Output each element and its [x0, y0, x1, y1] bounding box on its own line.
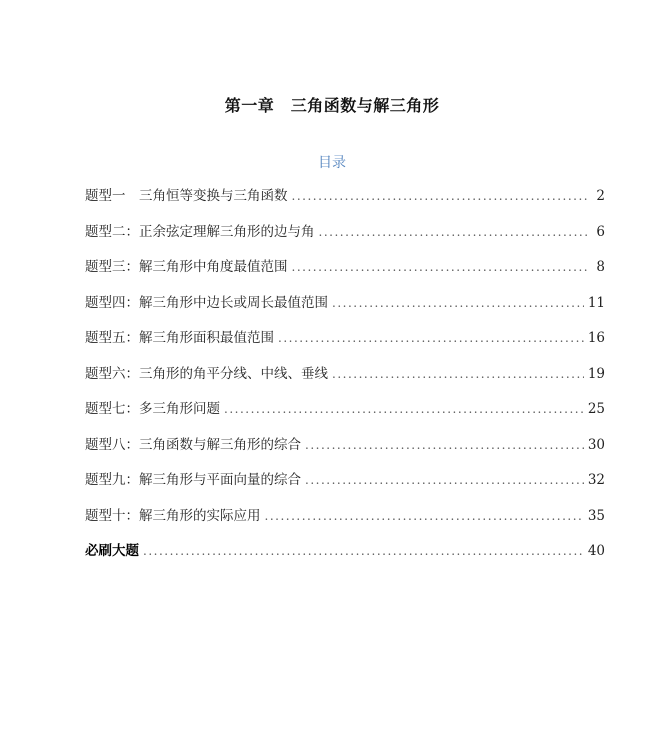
toc-list	[85, 186, 605, 577]
toc-leader-dots	[292, 257, 590, 277]
toc-leader-dots	[224, 399, 584, 419]
toc-heading: 目录	[318, 155, 346, 171]
toc-leader-dots	[332, 293, 584, 313]
toc-page-number: 19	[587, 365, 605, 382]
toc-entry-label: 题型七：多三角形问题	[85, 401, 220, 417]
toc-leader-dots	[292, 186, 590, 206]
toc-entry-label: 题型九：解三角形与平面向量的综合	[85, 472, 301, 488]
toc-entry-label: 题型二：正余弦定理解三角形的边与角	[85, 223, 315, 240]
toc-page-number: 35	[587, 507, 605, 524]
toc-entry-3[interactable]	[85, 257, 605, 293]
chapter-title: 第一章 三角函数与解三角形	[224, 96, 440, 115]
toc-leader-dots	[278, 328, 584, 348]
toc-entry-8[interactable]	[85, 435, 605, 471]
toc-page-number: 16	[587, 330, 605, 346]
toc-entry-10[interactable]	[85, 506, 605, 542]
toc-leader-dots	[265, 506, 584, 526]
toc-leader-dots	[319, 222, 590, 242]
toc-page-number: 40	[587, 543, 605, 559]
toc-page-number: 32	[587, 472, 605, 488]
toc-entry-11[interactable]	[85, 541, 605, 577]
toc-page-number: 11	[587, 294, 605, 311]
toc-leader-dots	[332, 364, 584, 384]
toc-page-number: 30	[587, 436, 605, 453]
toc-entry-label: 题型三：解三角形中角度最值范围	[85, 259, 288, 275]
toc-entry-9[interactable]	[85, 470, 605, 506]
toc-leader-dots	[305, 435, 584, 455]
toc-leader-dots	[143, 541, 584, 561]
toc-entry-7[interactable]	[85, 399, 605, 435]
toc-entry-label: 必刷大题	[85, 543, 139, 559]
toc-entry-4[interactable]	[85, 293, 605, 329]
toc-page-number: 25	[587, 401, 605, 417]
toc-entry-label: 题型一 三角恒等变换与三角函数	[85, 188, 288, 204]
toc-entry-label: 题型十：解三角形的实际应用	[85, 507, 261, 524]
toc-entry-2[interactable]	[85, 222, 605, 258]
toc-entry-6[interactable]	[85, 364, 605, 400]
toc-entry-1[interactable]	[85, 186, 605, 222]
toc-entry-label: 题型八：三角函数与解三角形的综合	[85, 436, 301, 453]
toc-entry-label: 题型五：解三角形面积最值范围	[85, 330, 274, 346]
toc-entry-label: 题型六：三角形的角平分线、中线、垂线	[85, 365, 328, 382]
toc-page-number: 6	[596, 223, 605, 240]
toc-entry-label: 题型四：解三角形中边长或周长最值范围	[85, 294, 328, 311]
toc-page-number: 2	[596, 188, 605, 204]
toc-entry-5[interactable]	[85, 328, 605, 364]
toc-page-number: 8	[596, 259, 605, 275]
toc-leader-dots	[305, 470, 584, 490]
